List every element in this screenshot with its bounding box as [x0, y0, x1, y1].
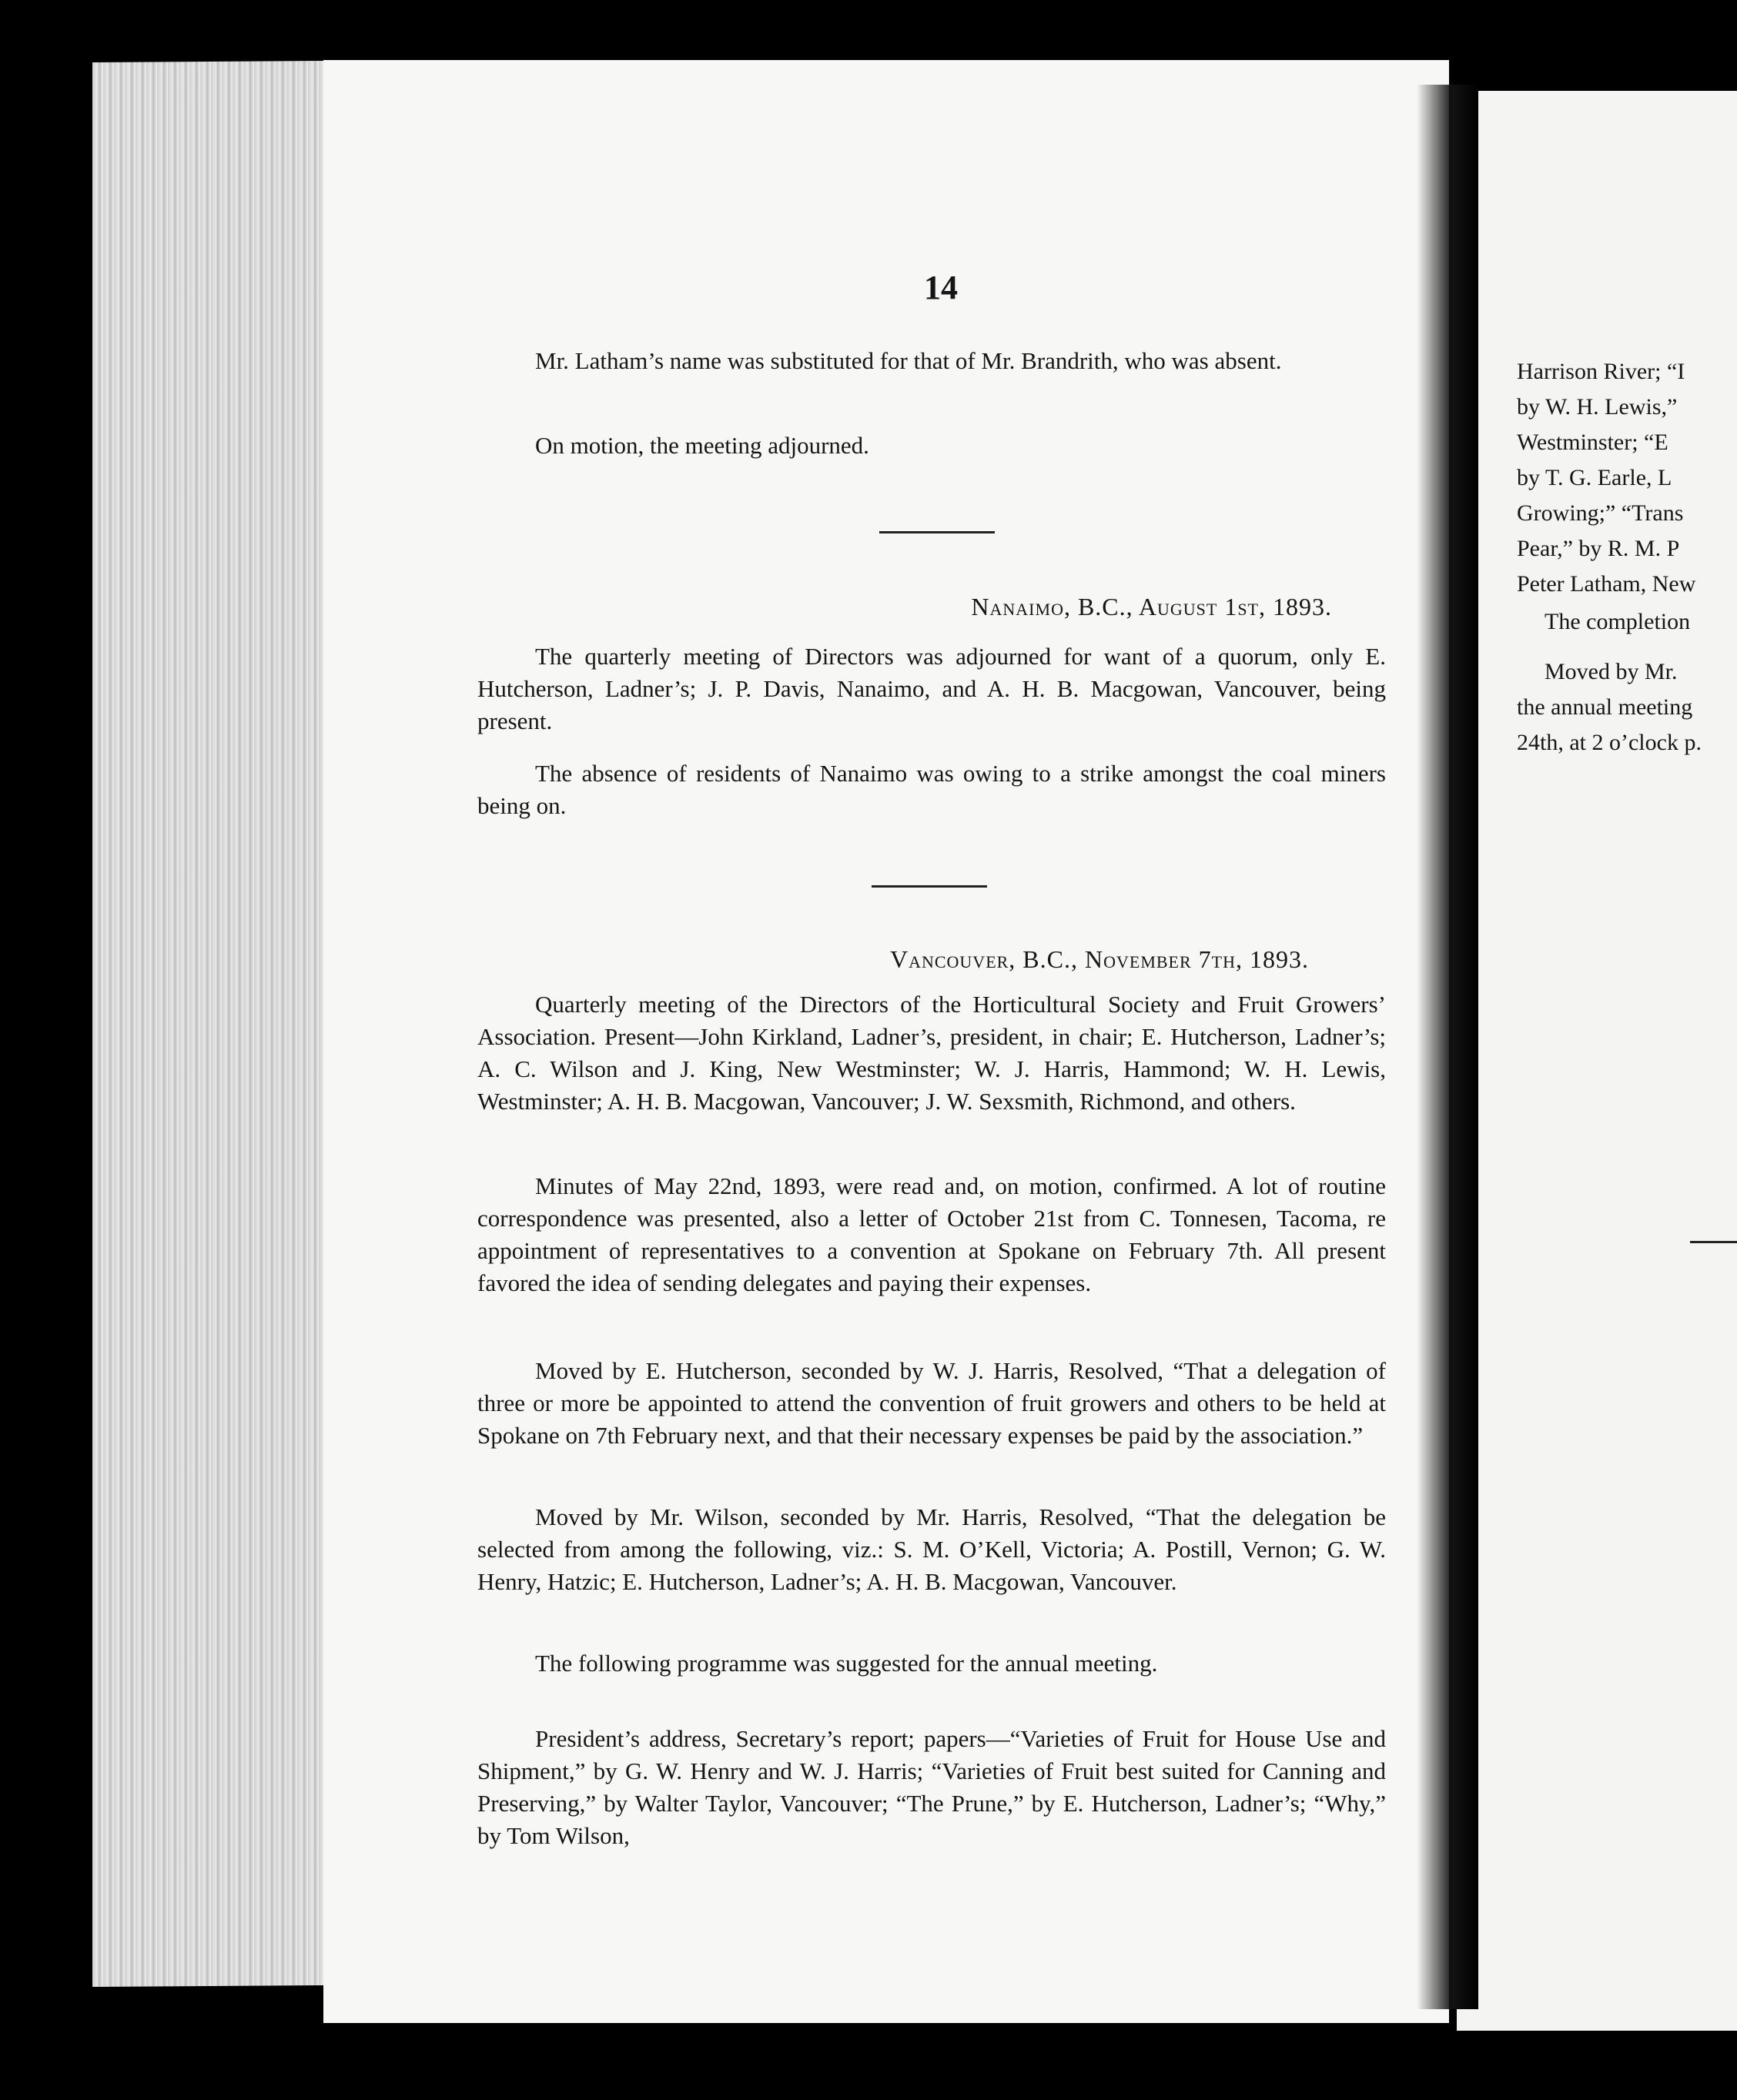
- paragraph-latham: Mr. Latham’s name was substituted for that of Mr. Brandrith, who was absent.: [535, 347, 1282, 374]
- dateline-vancouver: Vancouver, B.C., November 7th, 1893.: [889, 945, 1309, 973]
- paragraph-motion-selection: Moved by Mr. Wilson, seconded by Mr. Harris, Resolved, “That the delegation be selected from among the following, viz.: S. M. O’Kell, Victoria; A. Postill, Vernon; G. W. Henry, Hatzic; E. Hutcherson, Ladner’s; A. H. B. Macgowan, Vancouver.: [477, 1503, 1386, 1595]
- page-number: 14: [924, 269, 958, 306]
- paragraph-strike: The absence of residents of Nanaimo was owing to a strike amongst the coal miners being on.: [477, 760, 1386, 819]
- section-divider: [879, 531, 995, 533]
- book-gutter: [1417, 85, 1478, 2009]
- section-divider: [872, 885, 987, 888]
- right-page-text: Harrison River; “I by W. H. Lewis,” Westminster; “E by T. G. Earle, L Growing;” “Trans Pear,” by R. M. P Peter Latham, New: [1517, 359, 1696, 597]
- paragraph-adjourned: On motion, the meeting adjourned.: [535, 432, 869, 459]
- paragraph-programme: The following programme was suggested for the annual meeting.: [535, 1650, 1158, 1677]
- paragraph-papers: President’s address, Secretary’s report; papers—“Varieties of Fruit for House Use and Shipment,” by G. W. Henry and W. J. Harris; “Varieties of Fruit best suited for Canning and Preserving,” by Walter Taylor, Vancouver; “The Prune,” by E. Hutcherson, Ladner’s; “Why,” by Tom Wilson,: [477, 1725, 1386, 1849]
- paragraph-quorum: The quarterly meeting of Directors was adjourned for want of a quorum, only E. Hutcherson, Ladner’s; J. P. Davis, Nanaimo, and A. H. B. Macgowan, Vancouver, being present.: [477, 643, 1386, 734]
- right-page-moved: Moved by Mr. the annual meeting 24th, at 2 o’clock p.: [1517, 659, 1702, 755]
- paragraph-motion-delegation: Moved by E. Hutcherson, seconded by W. J. Harris, Resolved, “That a delegation of three or more be appointed to attend the convention of fruit growers and others to be held at Spokane on 7th February next, and that their necessary expenses be paid by the association.”: [477, 1357, 1386, 1449]
- right-page-completion: The completion: [1545, 609, 1691, 634]
- book-page-edges: [92, 61, 323, 1987]
- paragraph-minutes: Minutes of May 22nd, 1893, were read and, on motion, confirmed. A lot of routine correspondence was presented, also a letter of October 21st from C. Tonnesen, Tacoma, re appointment of representatives to a convention at Spokane on February 7th. All present favored the idea of sending delegates and paying their expenses.: [477, 1172, 1386, 1296]
- right-page-divider: [1690, 1241, 1737, 1243]
- dateline-nanaimo: Nanaimo, B.C., August 1st, 1893.: [971, 593, 1332, 620]
- paragraph-quarterly-meeting: Quarterly meeting of the Directors of the Horticultural Society and Fruit Growers’ Association. Present—John Kirkland, Ladner’s, president, in chair; E. Hutcherson, Ladner’s; A. C. Wilson and J. King, New Westminster; W. J. Harris, Hammond; W. H. Lewis, Westminster; A. H. B. Macgowan, Vancouver; J. W. Sexsmith, Richmond, and others.: [477, 991, 1386, 1115]
